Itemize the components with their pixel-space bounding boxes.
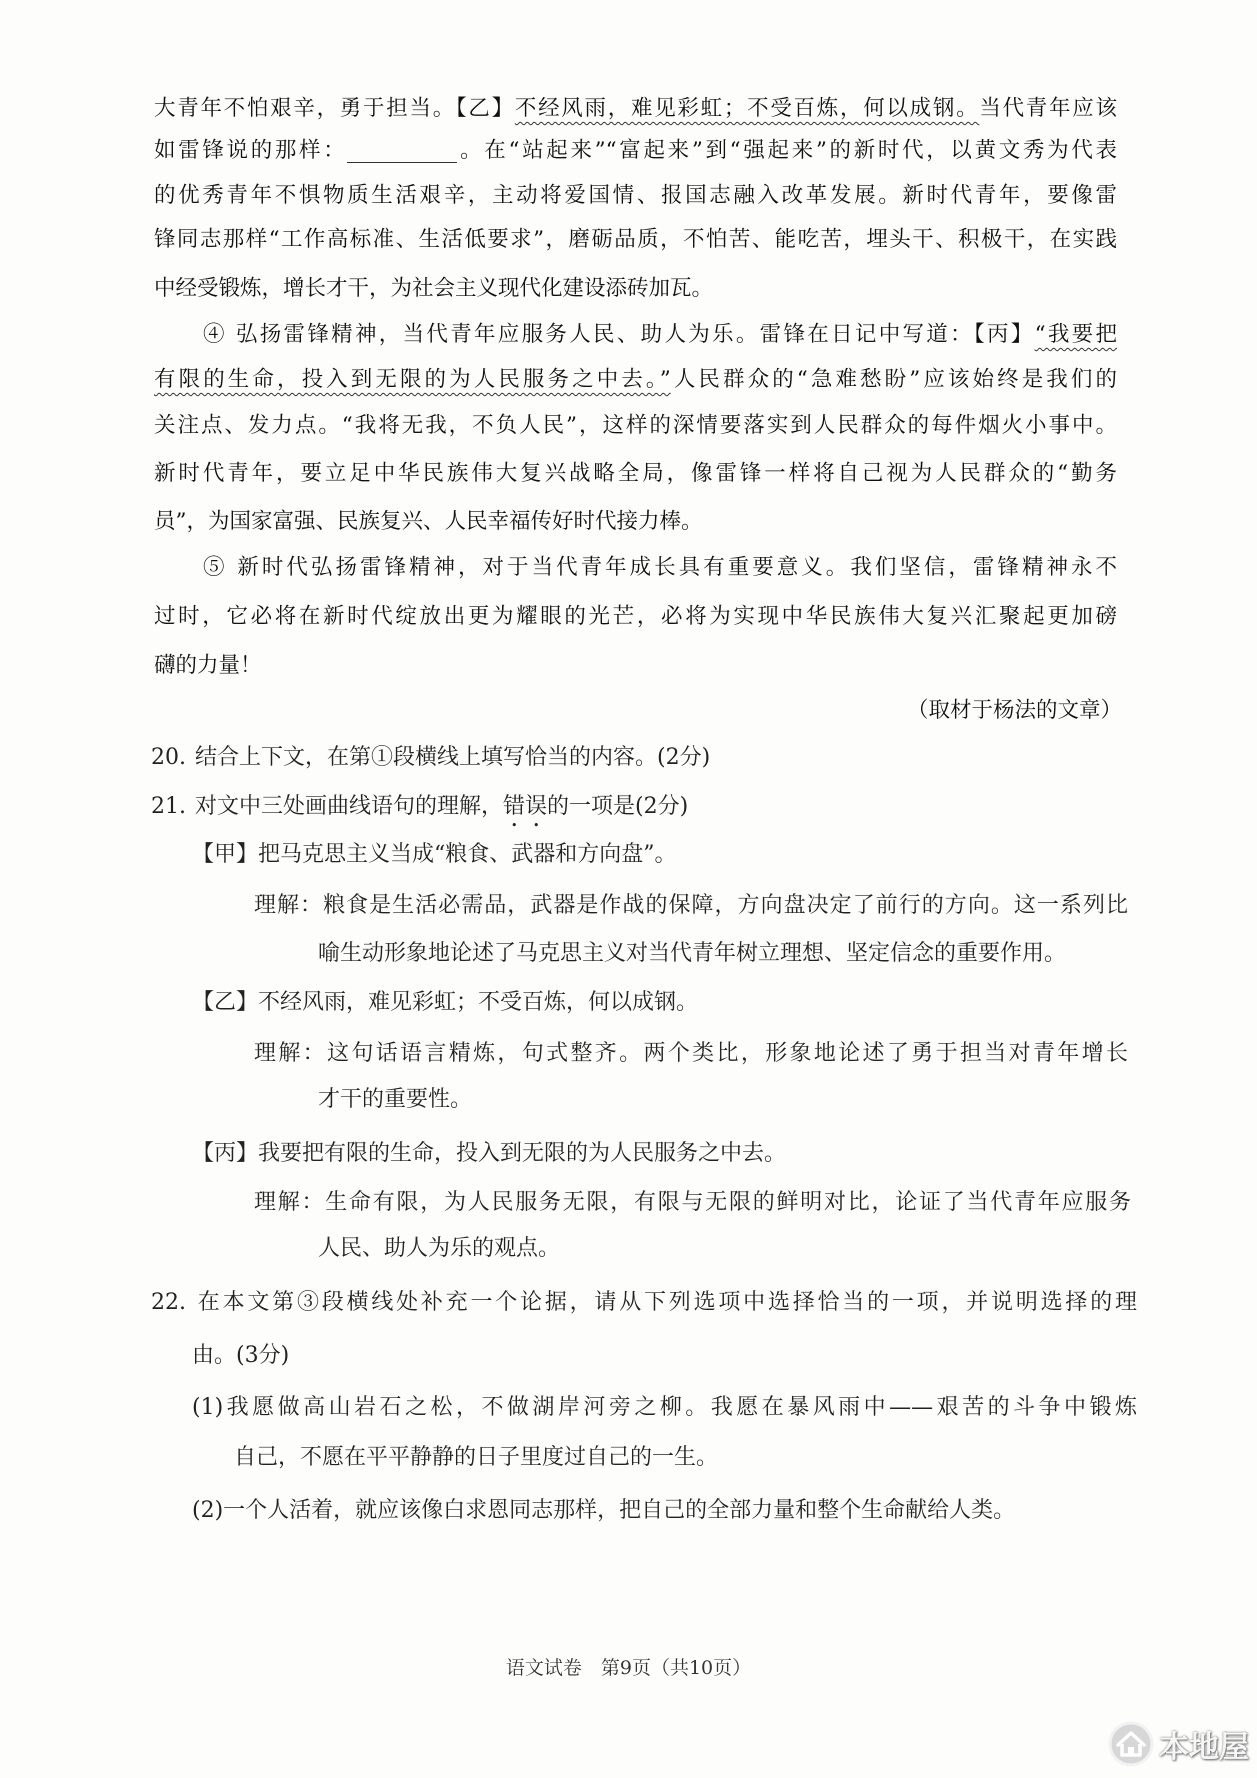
curved-underline-sentence-bing: 有限的生命，投入到无限的为人民服务之中去。” bbox=[154, 367, 671, 392]
q21-understanding-line: 才干的重要性。 bbox=[318, 1087, 473, 1112]
question-number: 21. bbox=[151, 794, 186, 819]
passage-text: 当代青年应该 bbox=[979, 96, 1117, 121]
watermark-text: 本地屋 bbox=[1159, 1730, 1249, 1765]
item-label: 【甲】 bbox=[192, 842, 259, 867]
curved-underline-sentence-yi: 不经风雨，难见彩虹；不受百炼，何以成钢。 bbox=[514, 96, 980, 121]
watermark-logo bbox=[1107, 1720, 1249, 1768]
q21-understanding-line: 理解：粮食是生活必需品，武器是作战的保障，方向盘决定了前行的方向。这一系列比 bbox=[254, 893, 1128, 918]
item-label: 【丙】 bbox=[192, 1141, 259, 1166]
option-text: 一个人活着，就应该像白求恩同志那样，把自己的全部力量和整个生命献给人类。 bbox=[223, 1498, 1016, 1523]
page-footer: 语文试卷 第9页（共10页） bbox=[505, 1657, 752, 1679]
passage-line: 新时代青年，要立足中华民族伟大复兴战略全局，像雷锋一样将自己视为人民群众的“勤务 bbox=[154, 461, 1117, 486]
q21-understanding-line: 人民、助人为乐的观点。 bbox=[318, 1236, 561, 1261]
q21-understanding-line: 喻生动形象地论述了马克思主义对当代青年树立理想、坚定信念的重要作用。 bbox=[318, 941, 1067, 966]
passage-line: 过时，它必将在新时代绽放出更为耀眼的光芒，必将为实现中华民族伟大复兴汇聚起更加磅 bbox=[154, 604, 1117, 629]
question-stem: 结合上下文，在第①段横线上填写恰当的内容。(2分) bbox=[195, 745, 711, 770]
question-stem-cont: 由。(3分) bbox=[192, 1343, 290, 1368]
passage-line bbox=[154, 360, 1117, 400]
item-label: 【乙】 bbox=[192, 990, 259, 1015]
q22-option-1-cont: 自己，不愿在平平静静的日子里度过自己的一生。 bbox=[234, 1445, 719, 1470]
question-21 bbox=[151, 787, 688, 827]
item-sentence: 我要把有限的生命，投入到无限的为人民服务之中去。 bbox=[258, 1141, 787, 1166]
q21-item-yi bbox=[192, 983, 698, 1023]
q21-item-bing bbox=[192, 1134, 786, 1174]
passage-text: 大青年不怕艰辛，勇于担当。【乙】 bbox=[154, 96, 515, 121]
passage-line: 员”，为国家富强、民族复兴、人民幸福传好时代接力棒。 bbox=[154, 509, 703, 534]
passage-line: 的优秀青年不惧物质生活艰辛，主动将爱国情、报国志融入改革发展。新时代青年，要像雷 bbox=[154, 183, 1117, 208]
option-label: (2) bbox=[192, 1498, 224, 1523]
option-label: (1) bbox=[192, 1395, 224, 1420]
passage-line: ⑤ 新时代弘扬雷锋精神，对于当代青年成长具有重要意义。我们坚信，雷锋精神永不 bbox=[203, 555, 1117, 580]
passage-line: 关注点、发力点。“我将无我，不负人民”，这样的深情要落实到人民群众的每件烟火小事中。 bbox=[154, 413, 1117, 438]
passage-line: 锋同志那样“工作高标准、生活低要求”，磨砺品质，不怕苦、能吃苦，埋头干、积极干，在实践 bbox=[154, 227, 1117, 252]
item-sentence: 把马克思主义当成“粮食、武器和方向盘”。 bbox=[258, 842, 677, 867]
passage-line bbox=[154, 131, 1117, 171]
passage-text: ④ 弘扬雷锋精神，当代青年应服务人民、助人为乐。雷锋在日记中写道：【丙】 bbox=[203, 322, 1035, 347]
passage-line bbox=[203, 315, 1117, 355]
passage-text: 。在“站起来”“富起来”到“强起来”的新时代，以黄文秀为代表 bbox=[457, 138, 1117, 163]
passage-text: 人民群众的“急难愁盼”应该始终是我们的 bbox=[670, 367, 1117, 392]
passage-line: 礴的力量！ bbox=[154, 653, 262, 678]
question-number: 22. bbox=[151, 1290, 186, 1315]
question-stem: 对文中三处画曲线语句的理解， bbox=[195, 794, 504, 819]
curved-underline-sentence-bing: “我要把 bbox=[1034, 322, 1117, 347]
q21-item-jia bbox=[192, 835, 677, 875]
q22-option-2 bbox=[192, 1491, 1015, 1531]
house-icon bbox=[1107, 1720, 1155, 1768]
passage-line: 中经受锻炼，增长才干，为社会主义现代化建设添砖加瓦。 bbox=[154, 276, 714, 301]
item-sentence: 不经风雨，难见彩虹；不受百炼，何以成钢。 bbox=[258, 990, 699, 1015]
q21-understanding-line: 理解：生命有限，为人民服务无限，有限与无限的鲜明对比，论证了当代青年应服务 bbox=[254, 1190, 1131, 1215]
question-20 bbox=[151, 738, 710, 778]
question-stem: 的一项是(2分) bbox=[547, 794, 689, 819]
option-text: 我愿做高山岩石之松，不做湖岸河旁之柳。我愿在暴风雨中——艰苦的斗争中锻炼 bbox=[223, 1395, 1137, 1420]
passage-source: （取材于杨法的文章） bbox=[906, 698, 1122, 723]
emphasized-word: 错误 bbox=[503, 794, 548, 819]
question-22 bbox=[151, 1283, 1137, 1323]
answer-blank bbox=[347, 138, 457, 163]
question-stem: 在本文第③段横线处补充一个论据，请从下列选项中选择恰当的一项，并说明选择的理 bbox=[195, 1290, 1137, 1315]
q22-option-1 bbox=[192, 1388, 1137, 1428]
question-number: 20. bbox=[151, 745, 186, 770]
passage-text: 如雷锋说的那样： bbox=[154, 138, 348, 163]
passage-line bbox=[154, 89, 1117, 129]
q21-understanding-line: 理解：这句话语言精炼，句式整齐。两个类比，形象地论述了勇于担当对青年增长 bbox=[254, 1041, 1128, 1066]
